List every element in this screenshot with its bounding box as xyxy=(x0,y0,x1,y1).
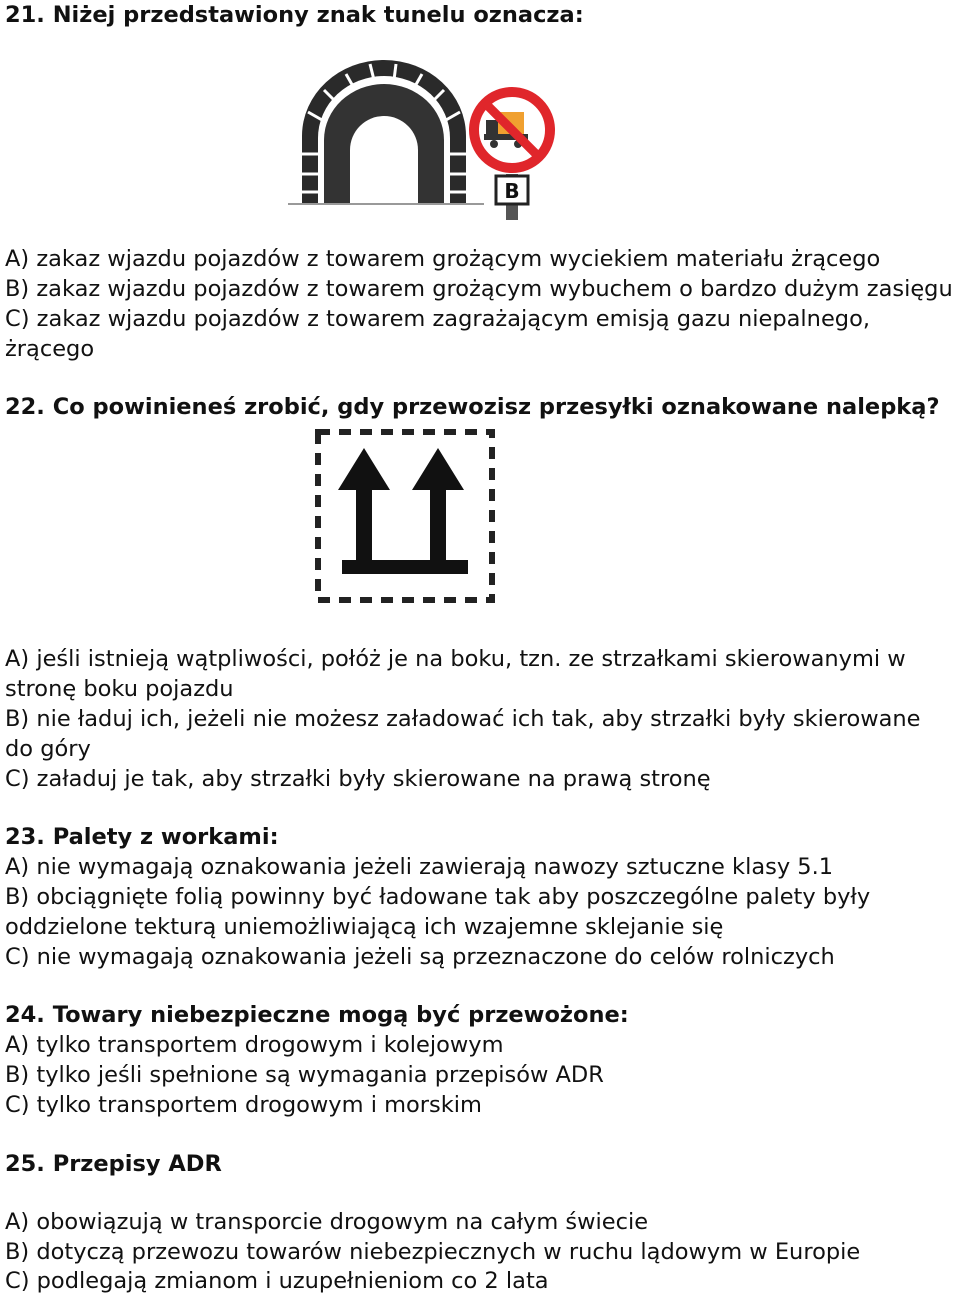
tunnel-category-letter: B xyxy=(504,179,520,203)
question-21-heading xyxy=(5,0,584,30)
answer-line: C) tylko transportem drogowym i morskim xyxy=(5,1092,482,1118)
answer-line: C) załaduj je tak, aby strzałki były skierowane na prawą stronę xyxy=(5,766,711,792)
question-title: Co powinieneś zrobić, gdy przewozisz przesyłki oznakowane nalepką? xyxy=(52,394,940,420)
answer-line: B) nie ładuj ich, jeżeli nie możesz załadować ich tak, aby strzałki były skierowane xyxy=(5,706,921,732)
answer-line: stronę boku pojazdu xyxy=(5,676,234,702)
question-number: 23. xyxy=(5,824,45,850)
answer-line: B) obciągnięte folią powinny być ładowane tak aby poszczególne palety były xyxy=(5,884,871,910)
answer-line: B) tylko jeśli spełnione są wymagania przepisów ADR xyxy=(5,1062,604,1088)
question-25-heading xyxy=(5,1149,222,1179)
answer-line: B) zakaz wjazdu pojazdów z towarem grożącym wybuchem o bardzo dużym zasięgu xyxy=(5,276,953,302)
answer-line: do góry xyxy=(5,736,91,762)
prohibition-sign-icon xyxy=(474,92,550,168)
answer-line: A) tylko transportem drogowym i kolejowym xyxy=(5,1032,504,1058)
this-way-up-label-illustration xyxy=(312,426,498,606)
question-number: 21. xyxy=(5,2,45,28)
answer-line: C) nie wymagają oznakowania jeżeli są przeznaczone do celów rolniczych xyxy=(5,944,835,970)
answer-line: A) zakaz wjazdu pojazdów z towarem grożącym wyciekiem materiału żrącego xyxy=(5,246,881,272)
answer-line: oddzielone tekturą uniemożliwiającą ich wzajemne sklejanie się xyxy=(5,914,724,940)
question-number: 24. xyxy=(5,1002,45,1028)
tunnel-portal xyxy=(288,60,484,204)
answer-line: A) obowiązują w transporcie drogowym na całym świecie xyxy=(5,1209,649,1235)
up-arrows-icon xyxy=(338,448,468,574)
answer-line: A) nie wymagają oznakowania jeżeli zawierają nawozy sztuczne klasy 5.1 xyxy=(5,854,834,880)
answer-line: żrącego xyxy=(5,336,95,362)
question-number: 22. xyxy=(5,394,45,420)
question-22-heading xyxy=(5,392,940,422)
question-24-heading xyxy=(5,1000,629,1030)
question-title: Przepisy ADR xyxy=(52,1151,222,1177)
question-23-heading xyxy=(5,822,279,852)
answer-line: A) jeśli istnieją wątpliwości, połóż je na boku, tzn. ze strzałkami skierowanymi w xyxy=(5,646,906,672)
tunnel-sign-illustration xyxy=(284,58,564,228)
question-title: Palety z workami: xyxy=(52,824,279,850)
answer-line: B) dotyczą przewozu towarów niebezpiecznych w ruchu lądowym w Europie xyxy=(5,1239,861,1265)
answer-line: C) podlegają zmianom i uzupełnieniom co 2 lata xyxy=(5,1268,549,1294)
question-title: Towary niebezpieczne mogą być przewożone: xyxy=(52,1002,629,1028)
answer-line: C) zakaz wjazdu pojazdów z towarem zagrażającym emisją gazu niepalnego, xyxy=(5,306,870,332)
question-number: 25. xyxy=(5,1151,45,1177)
question-title: Niżej przedstawiony znak tunelu oznacza: xyxy=(52,2,584,28)
dashed-label-border xyxy=(318,432,492,600)
